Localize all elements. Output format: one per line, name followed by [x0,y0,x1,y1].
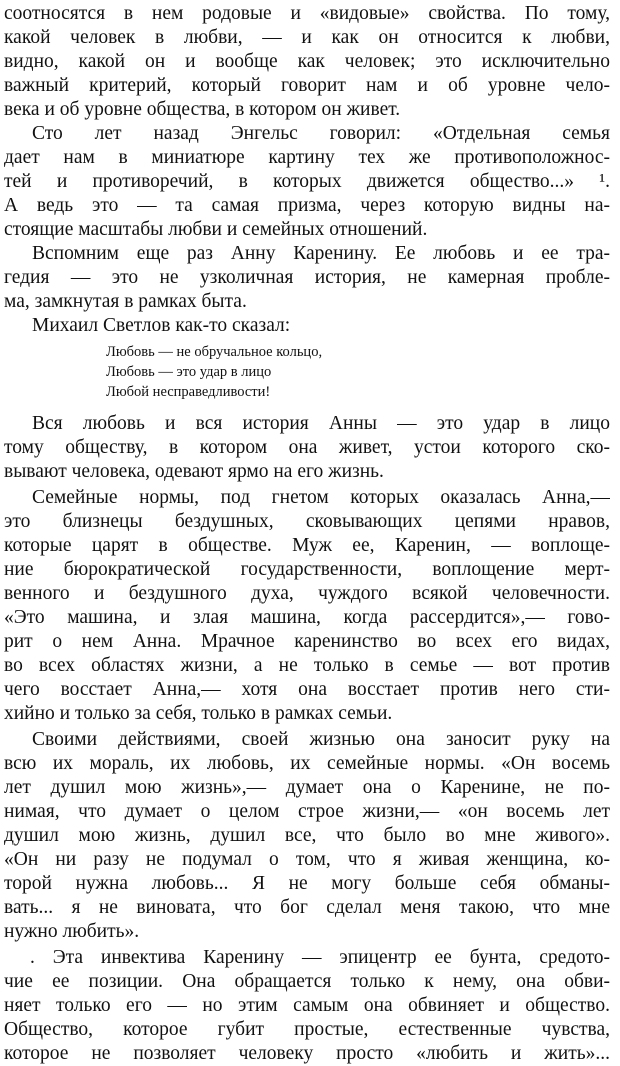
text-line: чего восстает Анна,— хотя она восстает против него сти- [4,679,610,700]
poem-line: Любой несправедливости! [106,384,271,400]
text-line: важный критерий, который говорит нам и об уровне чело- [4,75,610,96]
text-line: «Это машина, и злая машина, когда рассердится»,— гово- [4,607,610,628]
text-line: . Эта инвектива Каренину — эпицентр ее бунта, средото- [30,947,610,968]
text-line: нимая, что думает о целом строе жизни,— «он восемь лет [4,801,610,822]
text-line: Общество, которое губит простые, естественные чувства, [4,1019,610,1040]
text-line: венного и бездушного духа, чуждого всякой человечности. [4,583,610,604]
text-line: торой нужна любовь... Я не могу больше себя обманы- [4,873,610,894]
text-line: это близнецы бездушных, сковывающих цепями нравов, [4,511,610,532]
text-line: стоящие масштабы любви и семейных отношений. [4,219,428,240]
text-line: ние бюрократической государственности, воплощение мерт- [4,559,610,580]
text-line: видно, какой он и вообще как человек; это исключительно [4,51,610,72]
text-line: А ведь это — та самая призма, через которую видны на- [4,195,610,216]
text-line: Своими действиями, своей жизнью она заносит руку на [32,729,610,750]
text-line: Вспомним еще раз Анну Каренину. Ее любовь и ее тра- [32,243,610,264]
text-line: какой человек в любви, — и как он относится к любви, [4,27,610,48]
text-line: вать... я не виновата, что бог сделал меня такою, что мне [4,897,610,918]
text-line: «Он ни разу не подумал о том, что я живая женщина, ко- [4,849,610,870]
text-line: Вся любовь и вся история Анны — это удар в лицо [32,413,610,434]
text-line: всю их мораль, их любовь, их семейные нормы. «Он восемь [4,753,610,774]
text-line: чие ее позиции. Она обращается только к нему, она обви- [4,971,610,992]
text-line: лет душил мою жизнь»,— думает она о Каренине, не по- [4,777,610,798]
text-line: няет только его — но этим самым она обвиняет и общество. [4,995,610,1016]
text-line: которое не позволяет человеку просто «любить и жить»... [4,1043,610,1064]
text-line: душил мою жизнь, душил все, что было во мне живого». [4,825,610,846]
text-line: тому обществу, в котором она живет, устои которого ско- [4,437,610,458]
text-line: тей и противоречий, в которых движется общество...» ¹. [4,171,610,192]
text-line: нужно любить». [4,921,140,942]
text-line: соотносятся в нем родовые и «видовые» свойства. По тому, [4,3,610,24]
text-line: которые царят в обществе. Муж ее, Каренин, — воплоще- [4,535,610,556]
poem-line: Любовь — это удар в лицо [106,364,272,380]
text-line: хийно и только за себя, только в рамках семьи. [4,703,393,724]
text-line: Семейные нормы, под гнетом которых оказалась Анна,— [32,487,610,508]
text-line: Сто лет назад Энгельс говорил: «Отдельная семья [32,123,610,144]
text-line: века и об уровне общества, в котором он живет. [4,99,401,120]
text-line: дает нам в миниатюре картину тех же противоположнос- [4,147,610,168]
text-line: вывают человека, одевают ярмо на его жизнь. [4,461,384,482]
text-line: гедия — это не узколичная история, не камерная пробле- [4,267,610,288]
text-line: Михаил Светлов как-то сказал: [32,315,291,336]
poem-line: Любовь — не обручальное кольцо, [106,344,323,360]
text-line: ма, замкнутая в рамках быта. [4,291,247,312]
text-line: рит о нем Анна. Мрачное каренинство во всех его видах, [4,631,610,652]
text-line: во всех областях жизни, а не только в семье — вот против [4,655,610,676]
